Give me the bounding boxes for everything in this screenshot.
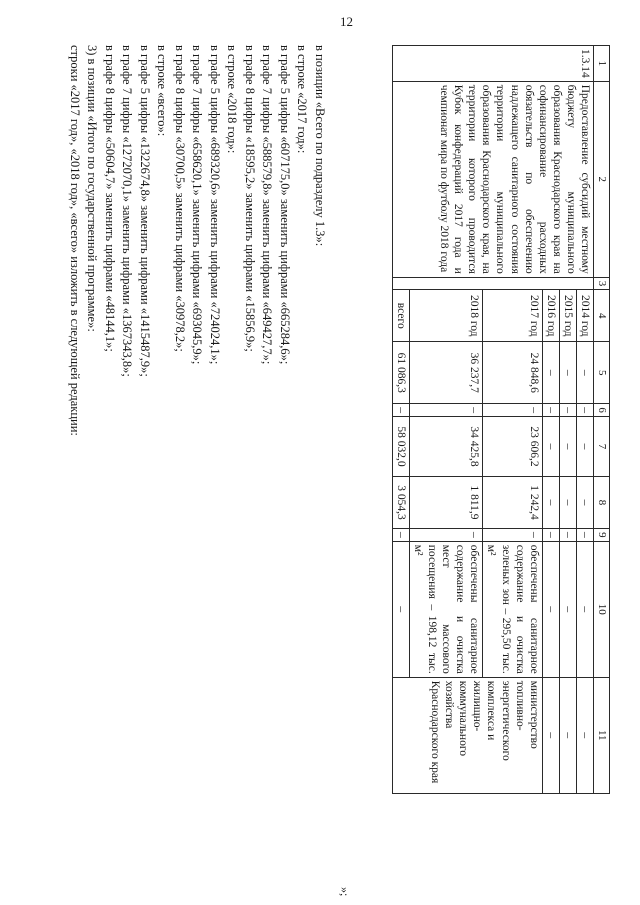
value-cell: 24 848,6 — [483, 342, 542, 404]
value-cell: – — [576, 417, 593, 477]
header-cell: 10 — [593, 541, 609, 677]
value-cell: 23 606,2 — [483, 417, 542, 477]
text-line: в графе 7 цифры «588579,8» заменить цифрами «649427,7»; — [260, 45, 275, 365]
value-cell: 58 032,0 — [393, 417, 410, 477]
empty-cell — [393, 277, 593, 290]
text-line: в графе 5 цифры «1322674,8» заменить цифрами «1415487,9»; — [138, 45, 152, 377]
value-cell: – — [542, 342, 559, 404]
text-line: в графе 8 цифры «50604,7» заменить цифрами «48144,1»; — [103, 45, 117, 352]
value-cell: – — [559, 417, 576, 477]
value-cell: – — [576, 404, 593, 417]
amendment-text — [66, 45, 329, 905]
value-cell: 34 425,8 — [410, 417, 483, 477]
year-cell: 2016 год — [542, 290, 559, 342]
value-cell: – — [410, 404, 483, 417]
value-cell: – — [542, 529, 559, 542]
page-number: 12 — [340, 14, 353, 29]
text-line: в позиции «Всего по подразделу 1.3»: — [313, 45, 327, 247]
header-cell: 11 — [593, 677, 609, 793]
executor-cell: – — [542, 677, 559, 793]
value-cell: – — [559, 529, 576, 542]
text-line: в графе 7 цифры «1272070,1» заменить цифрами «1367343,8»; — [120, 45, 135, 377]
header-row — [593, 46, 609, 794]
value-cell: – — [576, 477, 593, 529]
header-cell: 9 — [593, 529, 609, 542]
value-cell: – — [559, 477, 576, 529]
text-line: в графе 8 цифры «18595,2» заменить цифрами «15856,9»; — [243, 45, 257, 352]
text-line: в графе 7 цифры «658620,1» заменить цифрами «693045,9»; — [190, 45, 205, 365]
result-cell: обеспечены санитарное содержание и очистка зеленых зон – 295,50 тыс. м² — [483, 541, 542, 677]
rotated-page-content — [68, 45, 610, 905]
text-line: в графе 5 цифры «607175,0» заменить цифрами «665284,6»; — [278, 45, 292, 365]
year-cell: всего — [393, 290, 410, 342]
value-cell: – — [483, 529, 542, 542]
row-description: Предоставление субсидий местному бюджету муниципального образования Краснодарского края на софинансирование расходных обязательств по обеспечению надлежащего санитарного состояния территории муниципального образования Краснодарского края, на территории которого проводится Кубок конфедераций 2017 года и чемпионат мира по футболу 2018 года — [393, 81, 593, 277]
executor-cell: – — [559, 677, 576, 793]
closing-quote: »; — [338, 887, 352, 897]
header-cell: 5 — [593, 342, 609, 404]
value-cell: 1 242,4 — [483, 477, 542, 529]
executor-cell: – — [576, 677, 593, 793]
year-cell: 2015 год — [559, 290, 576, 342]
result-cell: – — [393, 541, 410, 677]
result-cell: обеспечены санитарное содержание и очистка мест массового посещения – 198,12 тыс. м² — [410, 541, 483, 677]
year-cell: 2014 год — [576, 290, 593, 342]
text-line: строки «2017 год», «2018 год», «всего» изложить в следующей редакции: — [68, 45, 82, 436]
table-row — [576, 46, 593, 794]
year-cell: 2018 год — [410, 290, 483, 342]
value-cell: – — [559, 342, 576, 404]
header-cell: 4 — [593, 290, 609, 342]
text-line: в строке «2018 год»: — [225, 45, 240, 154]
value-cell: 3 054,3 — [393, 477, 410, 529]
text-line: 3) в позиции «Итого по государственной программе»: — [85, 45, 100, 332]
text-line: в строке «всего»: — [155, 45, 170, 137]
result-cell: – — [576, 541, 593, 677]
year-cell: 2017 год — [483, 290, 542, 342]
value-cell: 61 086,3 — [393, 342, 410, 404]
value-cell: – — [542, 404, 559, 417]
value-cell: 36 237,7 — [410, 342, 483, 404]
header-cell: 2 — [593, 81, 609, 277]
value-cell: – — [393, 529, 410, 542]
value-cell: 1 811,9 — [410, 477, 483, 529]
program-table — [392, 45, 610, 794]
value-cell: – — [393, 404, 410, 417]
value-cell: – — [576, 342, 593, 404]
header-cell: 6 — [593, 404, 609, 417]
header-cell: 7 — [593, 417, 609, 477]
result-cell: – — [542, 541, 559, 677]
value-cell: – — [559, 404, 576, 417]
text-line: в строке «2017 год»: — [295, 45, 310, 154]
header-cell: 8 — [593, 477, 609, 529]
value-cell: – — [483, 404, 542, 417]
value-cell: – — [542, 477, 559, 529]
value-cell: – — [410, 529, 483, 542]
text-line: в графе 5 цифры «689320,6» заменить цифрами «724024,1»; — [208, 45, 222, 365]
executor-cell: министерство топливно-энергетического комплекса и жилищно-коммунального хозяйства Краснодарского края — [393, 677, 542, 793]
row-number: 1.3.14 — [393, 46, 593, 82]
header-cell: 1 — [593, 46, 609, 82]
value-cell: – — [542, 417, 559, 477]
header-cell: 3 — [593, 277, 609, 290]
value-cell: – — [576, 529, 593, 542]
result-cell: – — [559, 541, 576, 677]
text-line: в графе 8 цифры «30700,5» заменить цифрами «30978,2»; — [173, 45, 187, 352]
